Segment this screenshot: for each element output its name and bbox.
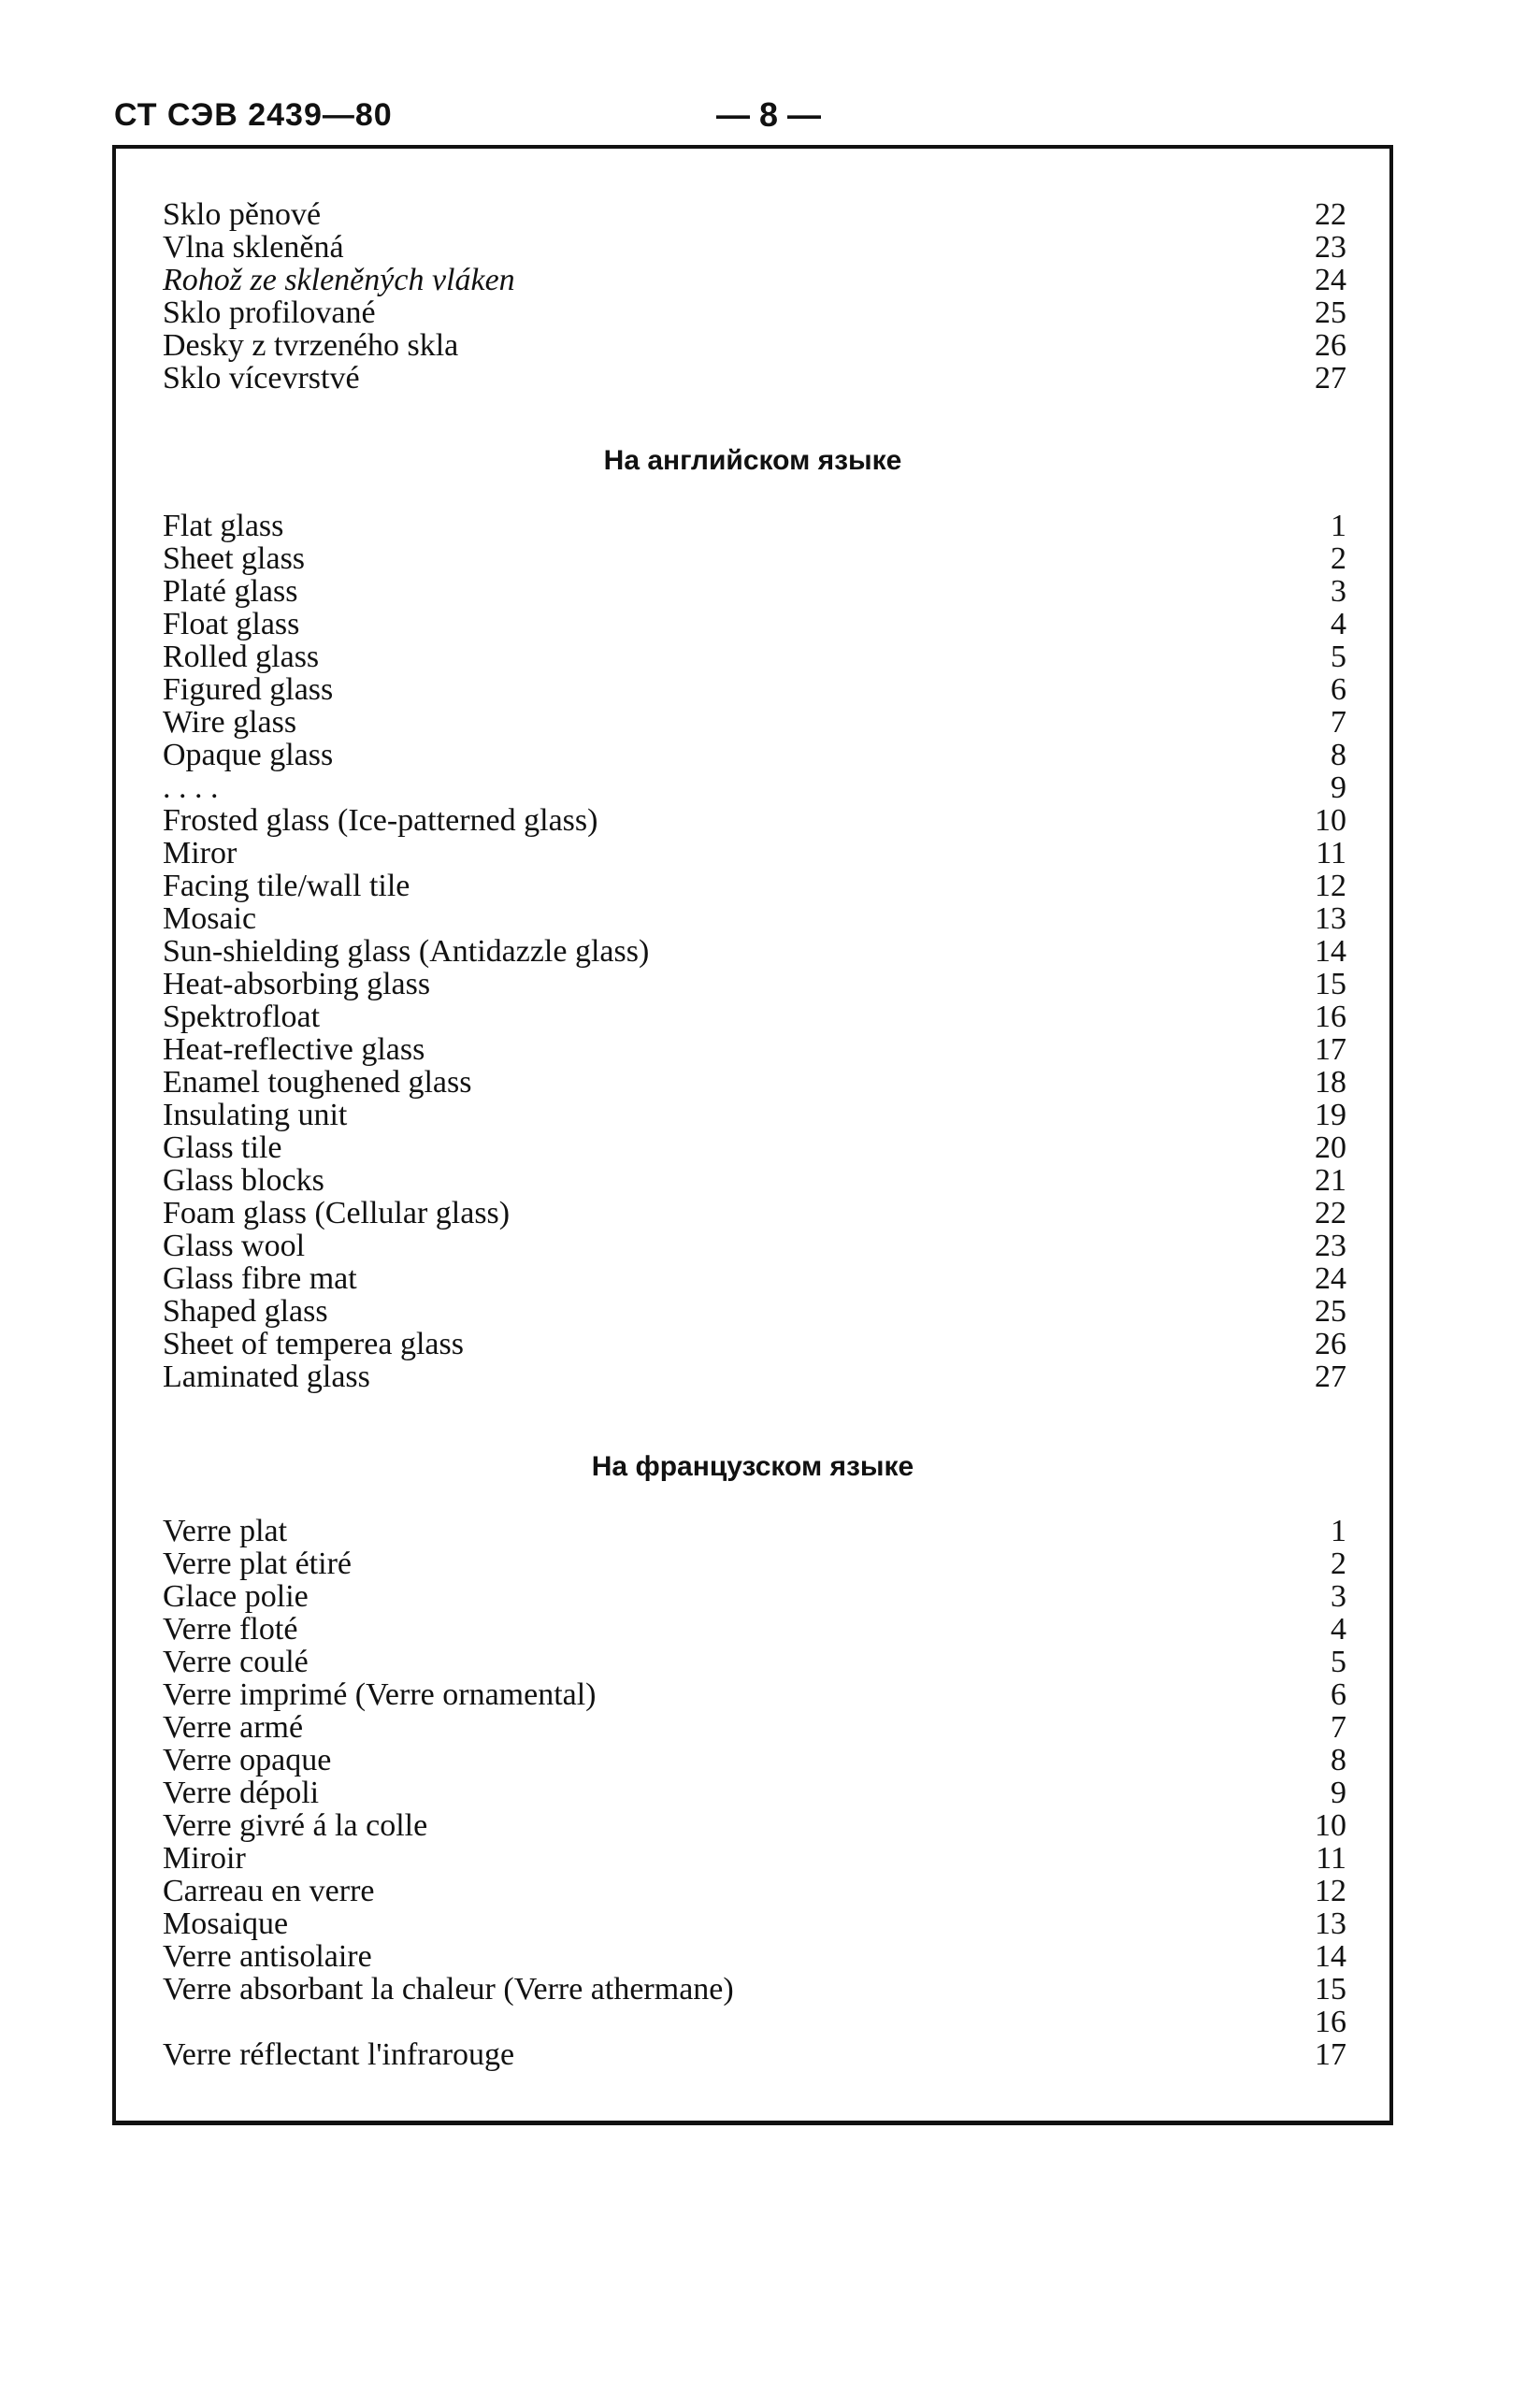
term-row [163, 1360, 1346, 1393]
term-number: 24 [1315, 263, 1346, 297]
term-number: 14 [1315, 934, 1346, 969]
term-number: 5 [1331, 1645, 1346, 1679]
english-terms-list [163, 510, 1346, 1393]
term-number: 5 [1331, 640, 1346, 674]
term-number: 26 [1315, 328, 1346, 363]
term-row [163, 1131, 1346, 1164]
term-row [163, 739, 1346, 771]
term-number: 25 [1315, 1294, 1346, 1329]
term-text: Desky z tvrzeného skla [163, 328, 459, 363]
term-row [163, 1678, 1346, 1711]
term-row [163, 640, 1346, 673]
term-number: 17 [1315, 2037, 1346, 2072]
term-row [163, 902, 1346, 935]
term-row [163, 198, 1346, 231]
term-text: Verre absorbant la chaleur (Verre athermane) [163, 1972, 734, 2007]
term-number: 27 [1315, 361, 1346, 396]
term-row [163, 1000, 1346, 1033]
term-text: Sheet of temperea glass [163, 1327, 464, 1361]
term-number: 1 [1331, 1514, 1346, 1548]
term-text: Verre imprimé (Verre ornamental) [163, 1677, 597, 1712]
term-text: Shaped glass [163, 1294, 328, 1329]
english-section-heading: На английском языке [603, 445, 902, 476]
term-row [163, 1295, 1346, 1328]
term-number: 8 [1331, 738, 1346, 772]
term-row [163, 1646, 1346, 1678]
term-text: Mosaic [163, 901, 257, 936]
term-number: 15 [1315, 967, 1346, 1001]
term-number: 11 [1316, 1841, 1346, 1876]
term-text: Float glass [163, 607, 300, 641]
term-text: Verre antisolaire [163, 1939, 372, 1974]
term-number: 15 [1315, 1972, 1346, 2007]
term-number: 14 [1315, 1939, 1346, 1974]
term-text: Glass tile [163, 1130, 282, 1165]
term-row [163, 1744, 1346, 1777]
term-row [163, 1809, 1346, 1842]
term-number: 9 [1331, 770, 1346, 805]
term-number: 4 [1331, 607, 1346, 641]
term-text: Insulating unit [163, 1098, 348, 1132]
term-row [163, 1875, 1346, 1907]
term-row [163, 231, 1346, 264]
term-text: Sklo pěnové [163, 197, 322, 232]
term-text: Vlna skleněná [163, 230, 344, 265]
term-text: Glace polie [163, 1579, 309, 1614]
page-number: — 8 — [715, 95, 822, 134]
term-number: 2 [1331, 541, 1346, 576]
term-number: 16 [1315, 2005, 1346, 2039]
page-header [114, 97, 1395, 138]
term-text: Spektrofloat [163, 1000, 321, 1034]
term-text: Enamel toughened glass [163, 1065, 472, 1100]
term-row [163, 264, 1346, 296]
term-text: Opaque glass [163, 738, 334, 772]
term-text: Verre réflectant l'infrarouge [163, 2037, 515, 2072]
term-row [163, 1066, 1346, 1099]
term-text: Verre armé [163, 1710, 304, 1745]
term-number: 26 [1315, 1327, 1346, 1361]
term-row [163, 608, 1346, 640]
term-text: Sklo profilované [163, 295, 376, 330]
document-code: СТ СЭВ 2439—80 [114, 97, 393, 133]
term-text: Miroir [163, 1841, 246, 1876]
term-row [163, 673, 1346, 706]
term-number: 6 [1331, 1677, 1346, 1712]
term-row [163, 2038, 1346, 2071]
term-text: Verre plat [163, 1514, 288, 1548]
term-number: 25 [1315, 295, 1346, 330]
term-number: 22 [1315, 1196, 1346, 1230]
term-row [163, 1973, 1346, 2006]
term-text: Sheet glass [163, 541, 306, 576]
term-row [163, 1940, 1346, 1973]
term-text: Flat glass [163, 509, 284, 543]
term-row [163, 1328, 1346, 1360]
french-terms-list [163, 1515, 1346, 2071]
term-text: Figured glass [163, 672, 334, 707]
term-number: 8 [1331, 1743, 1346, 1777]
term-number: 10 [1315, 803, 1346, 838]
term-text: Laminated glass [163, 1359, 370, 1394]
term-number: 24 [1315, 1261, 1346, 1296]
term-row [163, 1580, 1346, 1613]
term-text: Frosted glass (Ice-patterned glass) [163, 803, 598, 838]
term-text: Carreau en verre [163, 1874, 375, 1908]
term-number: 12 [1315, 869, 1346, 903]
term-row [163, 1033, 1346, 1066]
term-row [163, 837, 1346, 870]
term-row [163, 1197, 1346, 1230]
term-number: 17 [1315, 1032, 1346, 1067]
term-number: 9 [1331, 1776, 1346, 1810]
term-row [163, 771, 1346, 804]
term-number: 27 [1315, 1359, 1346, 1394]
term-text: Heat-absorbing glass [163, 967, 431, 1001]
term-number: 3 [1331, 574, 1346, 609]
term-row [163, 968, 1346, 1000]
term-text: Verre floté [163, 1612, 298, 1647]
term-row [163, 706, 1346, 739]
term-text: Mosaique [163, 1906, 289, 1941]
term-number: 1 [1331, 509, 1346, 543]
term-number: 21 [1315, 1163, 1346, 1198]
term-number: 3 [1331, 1579, 1346, 1614]
term-number: 6 [1331, 672, 1346, 707]
term-text: Rohož ze skleněných vláken [163, 263, 515, 297]
term-row [163, 542, 1346, 575]
term-row [163, 1842, 1346, 1875]
term-text: Verre opaque [163, 1743, 332, 1777]
term-row [163, 1613, 1346, 1646]
term-row [163, 1547, 1346, 1580]
term-row [163, 1777, 1346, 1809]
term-row [163, 296, 1346, 329]
term-row [163, 329, 1346, 362]
term-text: . . . . [163, 770, 219, 805]
term-text: Sun-shielding glass (Antidazzle glass) [163, 934, 650, 969]
term-number: 19 [1315, 1098, 1346, 1132]
term-row [163, 1099, 1346, 1131]
term-row [163, 1515, 1346, 1547]
term-number: 4 [1331, 1612, 1346, 1647]
term-row [163, 870, 1346, 902]
term-row [163, 1164, 1346, 1197]
term-text: Rolled glass [163, 640, 320, 674]
term-row [163, 935, 1346, 968]
term-text: Miror [163, 836, 237, 870]
term-text: Platé glass [163, 574, 298, 609]
term-text: Verre dépoli [163, 1776, 320, 1810]
term-number: 10 [1315, 1808, 1346, 1843]
term-number: 12 [1315, 1874, 1346, 1908]
term-row [163, 804, 1346, 837]
term-text: Verre plat étiré [163, 1546, 352, 1581]
term-number: 7 [1331, 1710, 1346, 1745]
term-row [163, 1230, 1346, 1262]
french-section-heading: На французском языке [591, 1451, 914, 1482]
term-row [163, 575, 1346, 608]
term-number: 23 [1315, 1229, 1346, 1263]
term-row [163, 2006, 1346, 2038]
term-row [163, 362, 1346, 395]
term-text: Wire glass [163, 705, 297, 740]
term-row [163, 1907, 1346, 1940]
term-text: Verre givré á la colle [163, 1808, 428, 1843]
term-text: Heat-reflective glass [163, 1032, 425, 1067]
term-number: 18 [1315, 1065, 1346, 1100]
term-row [163, 510, 1346, 542]
term-text: Sklo vícevrstvé [163, 361, 360, 396]
term-number: 11 [1316, 836, 1346, 870]
term-row [163, 1711, 1346, 1744]
term-number: 2 [1331, 1546, 1346, 1581]
term-number: 13 [1315, 901, 1346, 936]
term-text: Facing tile/wall tile [163, 869, 410, 903]
term-text: Glass wool [163, 1229, 306, 1263]
term-text: Verre coulé [163, 1645, 309, 1679]
term-text: Foam glass (Cellular glass) [163, 1196, 511, 1230]
term-row [163, 1262, 1346, 1295]
term-text: Glass blocks [163, 1163, 324, 1198]
czech-terms-list [163, 198, 1346, 395]
term-number: 20 [1315, 1130, 1346, 1165]
term-text: Glass fibre mat [163, 1261, 357, 1296]
term-number: 16 [1315, 1000, 1346, 1034]
term-number: 13 [1315, 1906, 1346, 1941]
term-number: 7 [1331, 705, 1346, 740]
term-number: 22 [1315, 197, 1346, 232]
term-number: 23 [1315, 230, 1346, 265]
